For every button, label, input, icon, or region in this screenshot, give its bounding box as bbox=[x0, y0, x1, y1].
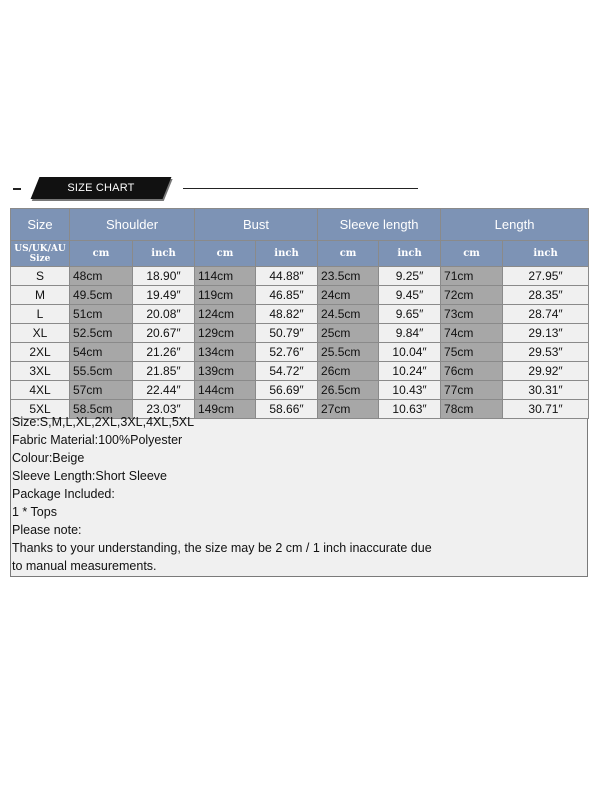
unit-cm: cm bbox=[441, 241, 503, 267]
inch-value: 48.82″ bbox=[256, 305, 318, 324]
header-length: Length bbox=[441, 209, 589, 241]
size-row bbox=[11, 324, 589, 343]
cm-value: 114cm bbox=[195, 267, 256, 286]
note-line: 1 * Tops bbox=[12, 505, 57, 519]
header-size: Size bbox=[11, 209, 70, 241]
size-chart-banner bbox=[0, 175, 600, 201]
cm-value: 49.5cm bbox=[70, 286, 133, 305]
cm-value: 139cm bbox=[195, 362, 256, 381]
banner-title: SIZE CHART bbox=[67, 182, 135, 194]
inch-value: 29.53″ bbox=[503, 343, 589, 362]
cm-value: 71cm bbox=[441, 267, 503, 286]
unit-cm: cm bbox=[195, 241, 256, 267]
inch-value: 30.71″ bbox=[503, 400, 589, 419]
size-cell: M bbox=[11, 286, 70, 305]
unit-inch: inch bbox=[133, 241, 195, 267]
cm-value: 48cm bbox=[70, 267, 133, 286]
size-row bbox=[11, 381, 589, 400]
cm-value: 134cm bbox=[195, 343, 256, 362]
inch-value: 10.24″ bbox=[379, 362, 441, 381]
unit-inch: inch bbox=[503, 241, 589, 267]
size-cell: 5XL bbox=[11, 400, 70, 419]
header-sleeve-length: Sleeve length bbox=[318, 209, 441, 241]
inch-value: 21.85″ bbox=[133, 362, 195, 381]
inch-value: 28.35″ bbox=[503, 286, 589, 305]
cm-value: 23.5cm bbox=[318, 267, 379, 286]
cm-value: 27cm bbox=[318, 400, 379, 419]
unit-cm: cm bbox=[70, 241, 133, 267]
inch-value: 9.25″ bbox=[379, 267, 441, 286]
inch-value: 27.95″ bbox=[503, 267, 589, 286]
header-shoulder: Shoulder bbox=[70, 209, 195, 241]
cm-value: 74cm bbox=[441, 324, 503, 343]
cm-value: 24cm bbox=[318, 286, 379, 305]
note-line: Fabric Material:100%Polyester bbox=[12, 433, 183, 447]
size-label: Size bbox=[29, 253, 51, 264]
cm-value: 54cm bbox=[70, 343, 133, 362]
note-line: Package Included: bbox=[12, 487, 115, 501]
unit-inch: inch bbox=[379, 241, 441, 267]
inch-value: 9.84″ bbox=[379, 324, 441, 343]
size-table bbox=[10, 208, 589, 419]
cm-value: 73cm bbox=[441, 305, 503, 324]
inch-value: 10.63″ bbox=[379, 400, 441, 419]
inch-value: 46.85″ bbox=[256, 286, 318, 305]
inch-value: 9.65″ bbox=[379, 305, 441, 324]
note-line: Thanks to your understanding, the size may be 2 cm / 1 inch inaccurate due bbox=[12, 541, 432, 555]
size-row bbox=[11, 286, 589, 305]
inch-value: 22.44″ bbox=[133, 381, 195, 400]
unit-cm: cm bbox=[318, 241, 379, 267]
cm-value: 58.5cm bbox=[70, 400, 133, 419]
inch-value: 18.90″ bbox=[133, 267, 195, 286]
cm-value: 26cm bbox=[318, 362, 379, 381]
inch-value: 23.03″ bbox=[133, 400, 195, 419]
cm-value: 144cm bbox=[195, 381, 256, 400]
banner-rule bbox=[183, 188, 418, 189]
inch-value: 50.79″ bbox=[256, 324, 318, 343]
size-cell: L bbox=[11, 305, 70, 324]
note-line: Please note: bbox=[12, 523, 82, 537]
size-standard-label: US/UK/AU bbox=[14, 243, 66, 254]
unit-inch: inch bbox=[256, 241, 318, 267]
inch-value: 52.76″ bbox=[256, 343, 318, 362]
cm-value: 57cm bbox=[70, 381, 133, 400]
inch-value: 10.43″ bbox=[379, 381, 441, 400]
cm-value: 119cm bbox=[195, 286, 256, 305]
size-cell: S bbox=[11, 267, 70, 286]
group-header-row bbox=[11, 209, 589, 241]
note-line: Size:S,M,L,XL,2XL,3XL,4XL,5XL bbox=[12, 415, 195, 429]
size-row bbox=[11, 362, 589, 381]
size-cell: XL bbox=[11, 324, 70, 343]
note-line: Colour:Beige bbox=[12, 451, 85, 465]
cm-value: 75cm bbox=[441, 343, 503, 362]
inch-value: 9.45″ bbox=[379, 286, 441, 305]
inch-value: 28.74″ bbox=[503, 305, 589, 324]
inch-value: 29.92″ bbox=[503, 362, 589, 381]
size-cell: 4XL bbox=[11, 381, 70, 400]
cm-value: 72cm bbox=[441, 286, 503, 305]
inch-value: 29.13″ bbox=[503, 324, 589, 343]
cm-value: 25cm bbox=[318, 324, 379, 343]
size-cell: 2XL bbox=[11, 343, 70, 362]
size-row bbox=[11, 343, 589, 362]
note-line: to manual measurements. bbox=[12, 559, 157, 573]
note-line: Sleeve Length:Short Sleeve bbox=[12, 469, 167, 483]
size-table-body bbox=[11, 267, 589, 419]
product-notes bbox=[12, 413, 582, 575]
cm-value: 78cm bbox=[441, 400, 503, 419]
cm-value: 25.5cm bbox=[318, 343, 379, 362]
banner-dash bbox=[13, 188, 21, 190]
size-row bbox=[11, 305, 589, 324]
cm-value: 129cm bbox=[195, 324, 256, 343]
inch-value: 20.08″ bbox=[133, 305, 195, 324]
inch-value: 19.49″ bbox=[133, 286, 195, 305]
inch-value: 54.72″ bbox=[256, 362, 318, 381]
inch-value: 20.67″ bbox=[133, 324, 195, 343]
header-bust: Bust bbox=[195, 209, 318, 241]
size-cell: 3XL bbox=[11, 362, 70, 381]
cm-value: 149cm bbox=[195, 400, 256, 419]
cm-value: 24.5cm bbox=[318, 305, 379, 324]
inch-value: 10.04″ bbox=[379, 343, 441, 362]
cm-value: 55.5cm bbox=[70, 362, 133, 381]
inch-value: 44.88″ bbox=[256, 267, 318, 286]
inch-value: 58.66″ bbox=[256, 400, 318, 419]
cm-value: 52.5cm bbox=[70, 324, 133, 343]
cm-value: 26.5cm bbox=[318, 381, 379, 400]
cm-value: 77cm bbox=[441, 381, 503, 400]
cm-value: 76cm bbox=[441, 362, 503, 381]
inch-value: 56.69″ bbox=[256, 381, 318, 400]
size-standard-header bbox=[11, 241, 70, 267]
inch-value: 21.26″ bbox=[133, 343, 195, 362]
inch-value: 30.31″ bbox=[503, 381, 589, 400]
cm-value: 51cm bbox=[70, 305, 133, 324]
size-row bbox=[11, 267, 589, 286]
unit-header-row bbox=[11, 241, 589, 267]
cm-value: 124cm bbox=[195, 305, 256, 324]
